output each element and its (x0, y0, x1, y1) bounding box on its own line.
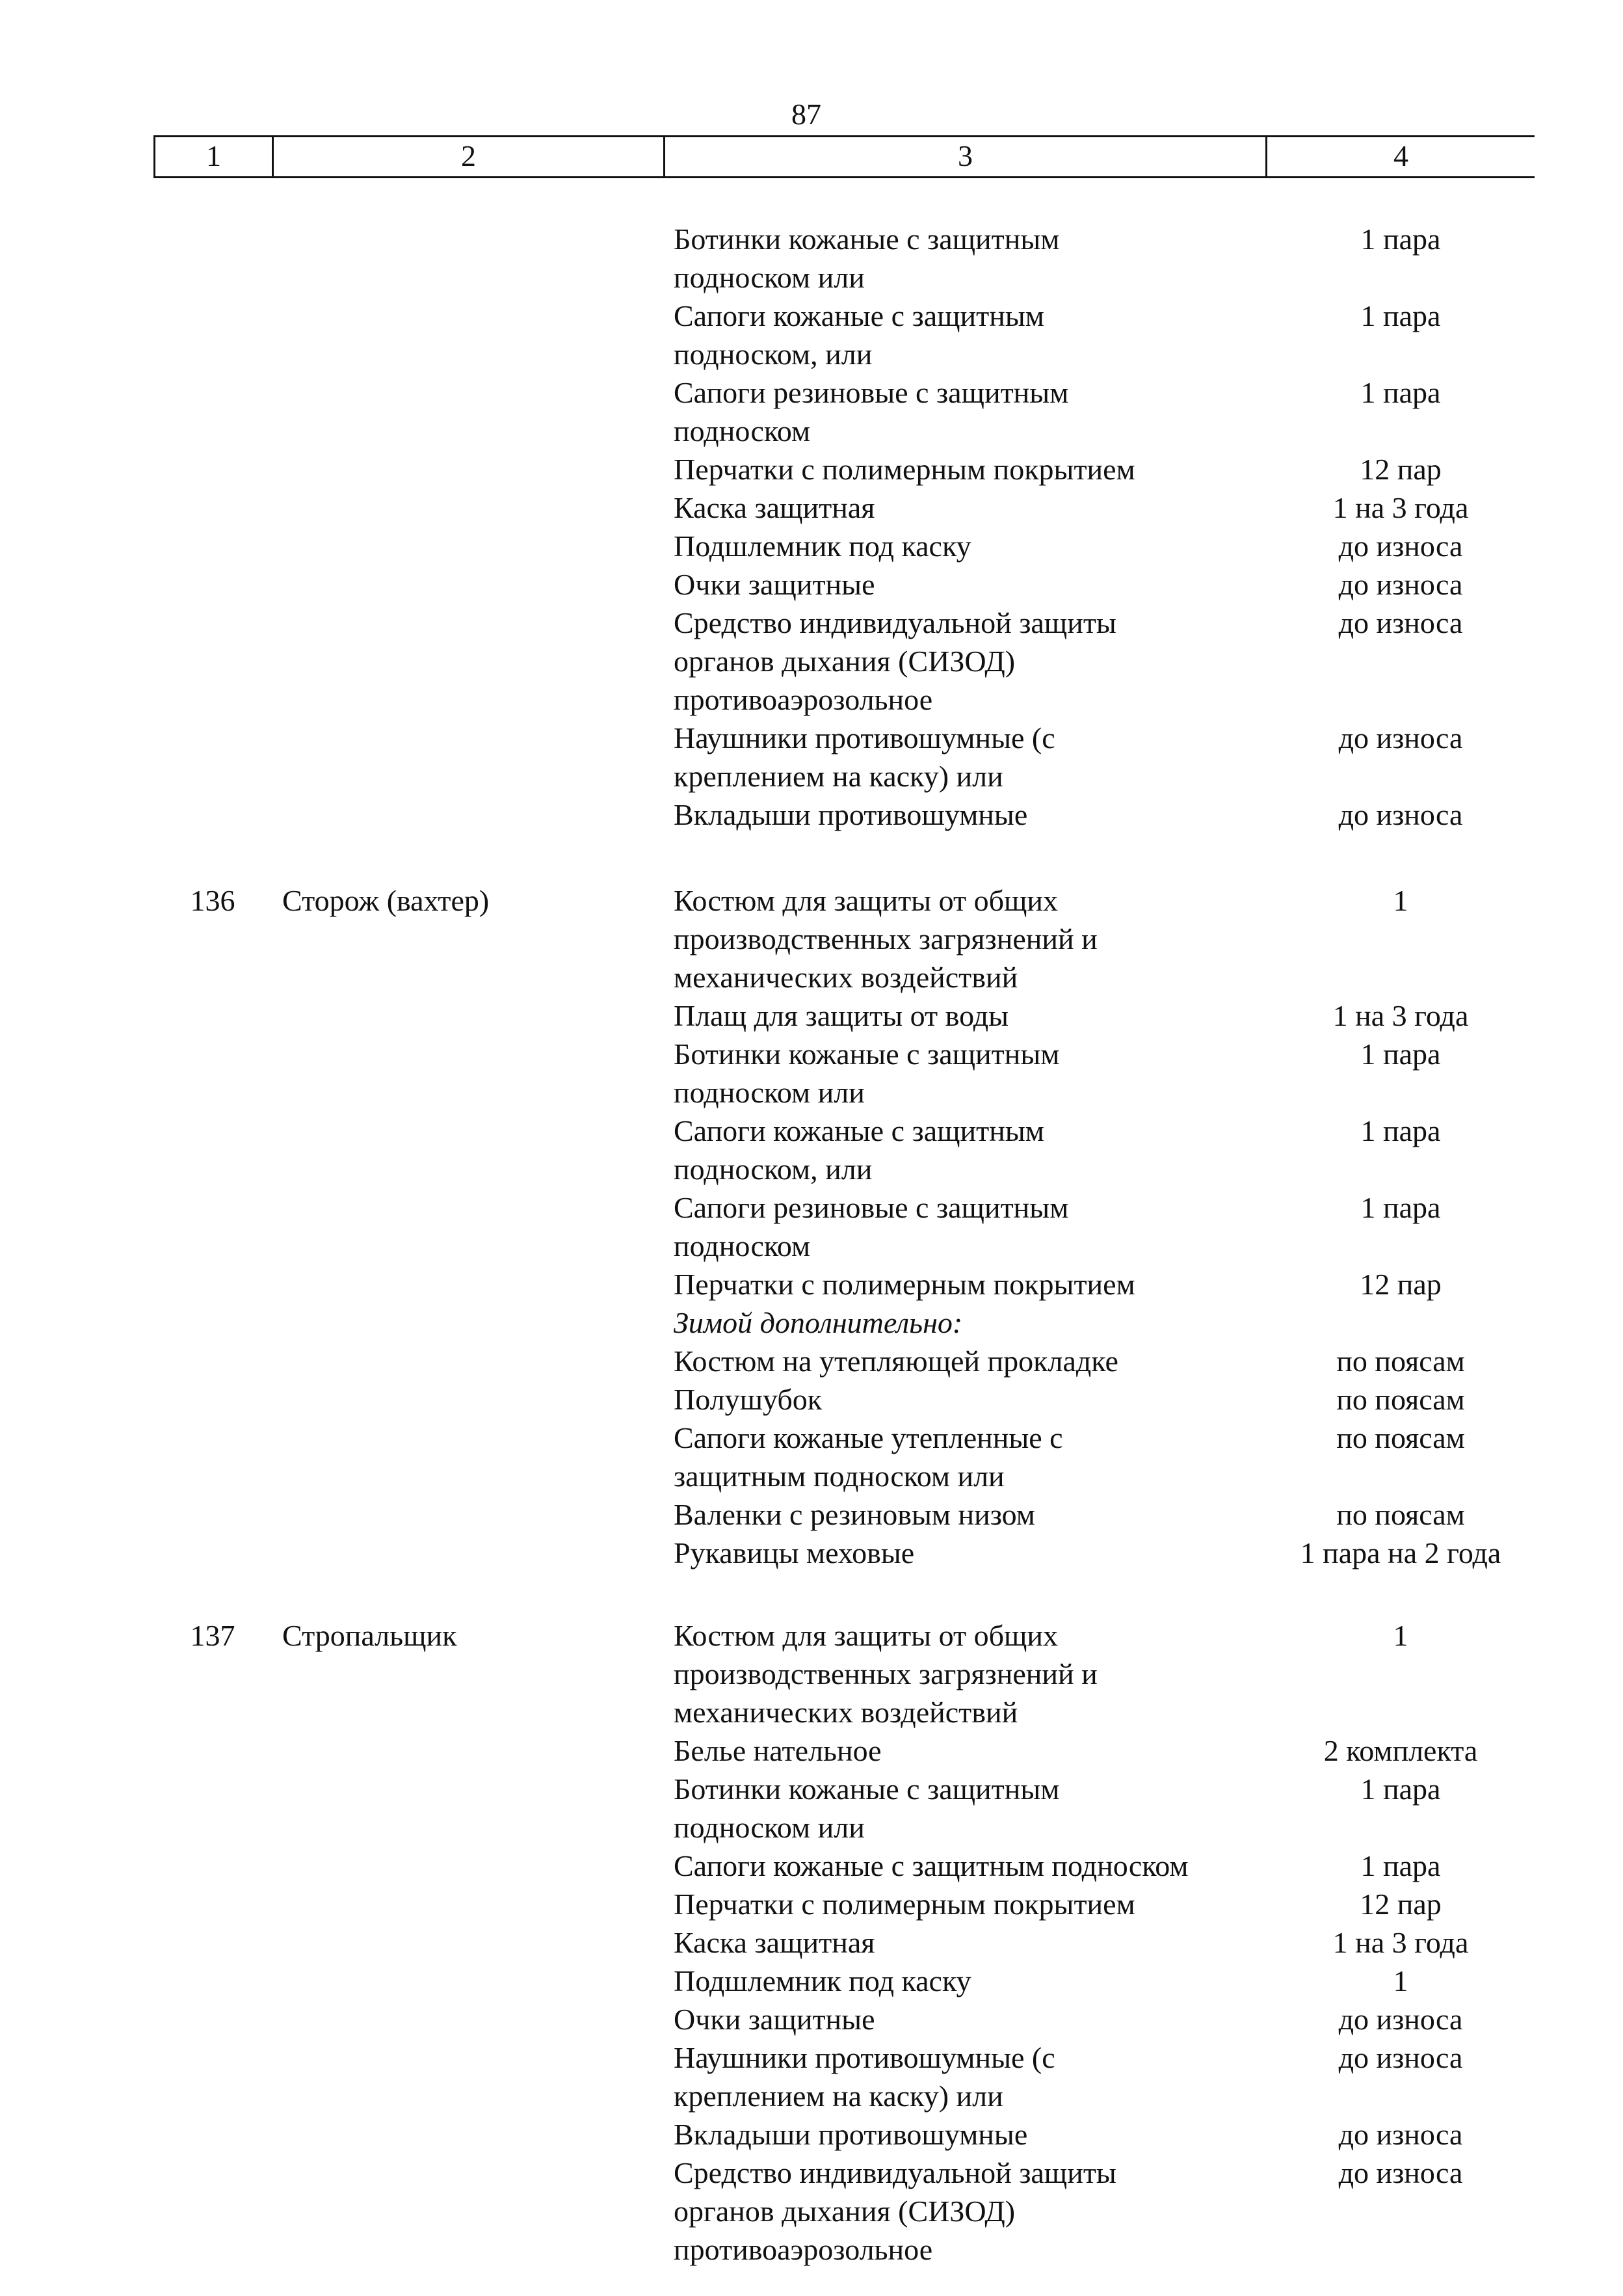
ppe-item-name (674, 565, 1259, 604)
ppe-item-name-line: Валенки с резиновым низом (674, 1498, 1035, 1531)
ppe-item-name-line: подноском или (674, 1076, 865, 1109)
ppe-item-norm: 1 пара (1360, 1114, 1441, 1147)
ppe-item-name (674, 604, 1259, 719)
column-header-2: 2 (272, 137, 663, 176)
ppe-item-name-line: подноском (674, 1229, 811, 1262)
ppe-item-name (674, 1616, 1259, 1731)
ppe-item-name-line: органов дыхания (СИЗОД) (674, 645, 1016, 678)
ppe-item-name (674, 2115, 1259, 2154)
ppe-item-name-line: противоаэрозольное (674, 2233, 933, 2266)
ppe-item-name (674, 2000, 1259, 2038)
ppe-item-name-line: подноском или (674, 1811, 865, 1844)
row-number: 136 (190, 884, 235, 917)
ppe-item-norm: 1 пара на 2 года (1300, 1536, 1501, 1569)
ppe-item-name-line: Сапоги кожаные утепленные с (674, 1421, 1063, 1454)
ppe-item-name-line: Сапоги кожаные с защитным (674, 1114, 1044, 1147)
ppe-item-name-line: Полушубок (674, 1383, 823, 1416)
ppe-item-name-line: производственных загрязнений и (674, 1657, 1098, 1690)
ppe-item-name-line: Подшлемник под каску (674, 529, 971, 563)
column-header-row (153, 135, 1535, 178)
ppe-item-norm: 1 (1393, 1619, 1408, 1652)
ppe-item-norm: до износа (1338, 2156, 1463, 2189)
ppe-item-name-line: механических воздействий (674, 1696, 1018, 1729)
ppe-item-name-line: Перчатки с полимерным покрытием (674, 453, 1135, 486)
ppe-item-name-line: Средство индивидуальной защиты (674, 2156, 1116, 2189)
ppe-item-norm: до износа (1338, 2003, 1463, 2036)
ppe-item-name-line: Ботинки кожаные с защитным (674, 222, 1060, 256)
ppe-item-name (674, 1923, 1259, 1962)
ppe-item-name (674, 1885, 1259, 1923)
ppe-item-name-line: противоаэрозольное (674, 683, 933, 716)
ppe-item-norm: до износа (1338, 798, 1463, 831)
ppe-item-name (674, 1847, 1259, 1885)
ppe-item-name-line: Вкладыши противошумные (674, 798, 1028, 831)
ppe-item-name-line: креплением на каску) или (674, 2079, 1003, 2113)
ppe-item-name-line: Белье нательное (674, 1734, 882, 1767)
ppe-item-name-line: Плащ для защиты от воды (674, 999, 1009, 1032)
ppe-item-name (674, 2038, 1259, 2115)
ppe-item-name-line: Каска защитная (674, 1926, 875, 1959)
ppe-item-norm: 12 пар (1360, 453, 1442, 486)
column-header-4: 4 (1265, 137, 1535, 176)
ppe-item-norm: до износа (1338, 2118, 1463, 2151)
ppe-item-name-line: защитным подноском или (674, 1460, 1005, 1493)
ppe-item-name (674, 488, 1259, 527)
ppe-item-norm: 1 (1393, 1964, 1408, 1997)
column-header-3: 3 (663, 137, 1265, 176)
ppe-item-name (674, 1380, 1259, 1419)
ppe-item-name-line: Очки защитные (674, 568, 875, 601)
ppe-item-norm: 1 пара (1360, 222, 1441, 256)
ppe-item-name-line: Средство индивидуальной защиты (674, 606, 1116, 639)
ppe-item-name (674, 1112, 1259, 1188)
ppe-item-norm: 1 на 3 года (1332, 1926, 1469, 1959)
ppe-item-norm: 1 пара (1360, 299, 1441, 332)
ppe-item-norm: 12 пар (1360, 1888, 1442, 1921)
ppe-item-name (674, 1419, 1259, 1495)
ppe-item-norm: 2 комплекта (1323, 1734, 1478, 1767)
row-number: 137 (190, 1619, 235, 1652)
ppe-item-name-line: креплением на каску) или (674, 760, 1003, 793)
ppe-item-name (674, 1188, 1259, 1265)
column-header-1: 1 (153, 137, 272, 176)
ppe-item-name-line: подноском, или (674, 1153, 873, 1186)
ppe-item-norm: по поясам (1336, 1383, 1465, 1416)
ppe-item-name (674, 1495, 1259, 1534)
ppe-item-name-line: Ботинки кожаные с защитным (674, 1772, 1060, 1806)
ppe-item-name-line: Подшлемник под каску (674, 1964, 971, 1997)
ppe-item-name (674, 996, 1259, 1035)
ppe-item-norm: по поясам (1336, 1344, 1465, 1378)
ppe-item-norm: до износа (1338, 529, 1463, 563)
ppe-item-name-line: Сапоги резиновые с защитным (674, 1191, 1069, 1224)
ppe-item-name (674, 1962, 1259, 2000)
ppe-item-name-line: Рукавицы меховые (674, 1536, 915, 1569)
ppe-item-norm: до износа (1338, 721, 1463, 754)
ppe-item-norm: по поясам (1336, 1421, 1465, 1454)
ppe-item-norm: 1 пара (1360, 1191, 1441, 1224)
ppe-item-norm: до износа (1338, 2041, 1463, 2074)
ppe-item-name-line: органов дыхания (СИЗОД) (674, 2195, 1016, 2228)
ppe-item-name-line: подноском или (674, 261, 865, 294)
ppe-item-norm: 1 пара (1360, 376, 1441, 409)
ppe-item-name (674, 297, 1259, 373)
ppe-item-name (674, 1770, 1259, 1847)
ppe-item-norm: 12 пар (1360, 1268, 1442, 1301)
ppe-item-name-line: Зимой дополнительно: (674, 1306, 963, 1339)
ppe-item-name-line: Вкладыши противошумные (674, 2118, 1028, 2151)
ppe-item-name-line: Сапоги кожаные с защитным (674, 299, 1044, 332)
ppe-item-name (674, 450, 1259, 488)
ppe-item-name-line: Ботинки кожаные с защитным (674, 1037, 1060, 1071)
ppe-item-name (674, 1731, 1259, 1770)
ppe-item-name-line: Костюм для защиты от общих (674, 884, 1059, 917)
ppe-item-norm: 1 пара (1360, 1772, 1441, 1806)
ppe-item-norm: 1 на 3 года (1332, 999, 1469, 1032)
ppe-item-name-line: Каска защитная (674, 491, 875, 524)
ppe-item-norm: до износа (1338, 568, 1463, 601)
ppe-item-name-line: подноском (674, 414, 811, 447)
ppe-item-norm: до износа (1338, 606, 1463, 639)
ppe-item-name-line: Костюм на утепляющей прокладке (674, 1344, 1118, 1378)
ppe-item-name (674, 795, 1259, 834)
ppe-item-name (674, 881, 1259, 996)
ppe-item-name (674, 719, 1259, 795)
ppe-item-name-line: Перчатки с полимерным покрытием (674, 1888, 1135, 1921)
ppe-item-name-line: Сапоги кожаные с защитным подноском (674, 1849, 1189, 1882)
ppe-item-norm: 1 (1393, 884, 1408, 917)
ppe-item-norm: по поясам (1336, 1498, 1465, 1531)
ppe-item-name (674, 220, 1259, 297)
ppe-item-name (674, 1265, 1259, 1303)
ppe-item-name-line: Наушники противошумные (с (674, 721, 1055, 754)
ppe-item-name-line: Костюм для защиты от общих (674, 1619, 1059, 1652)
ppe-item-name (674, 527, 1259, 565)
ppe-item-name-line: Очки защитные (674, 2003, 875, 2036)
ppe-item-name (674, 1303, 1259, 1342)
profession-name: Стропальщик (282, 1619, 457, 1652)
ppe-item-norm: 1 пара (1360, 1037, 1441, 1071)
ppe-item-name (674, 1342, 1259, 1380)
ppe-item-name-line: подноском, или (674, 338, 873, 371)
ppe-item-name (674, 1534, 1259, 1572)
ppe-item-norm: 1 на 3 года (1332, 491, 1469, 524)
ppe-item-name-line: Перчатки с полимерным покрытием (674, 1268, 1135, 1301)
ppe-item-name (674, 2154, 1259, 2269)
page-number: 87 (791, 98, 821, 131)
ppe-item-norm: 1 пара (1360, 1849, 1441, 1882)
ppe-item-name (674, 1035, 1259, 1112)
ppe-item-name-line: механических воздействий (674, 961, 1018, 994)
profession-name: Сторож (вахтер) (282, 884, 490, 917)
ppe-item-name-line: производственных загрязнений и (674, 922, 1098, 955)
ppe-item-name-line: Наушники противошумные (с (674, 2041, 1055, 2074)
ppe-item-name-line: Сапоги резиновые с защитным (674, 376, 1069, 409)
ppe-item-name (674, 373, 1259, 450)
